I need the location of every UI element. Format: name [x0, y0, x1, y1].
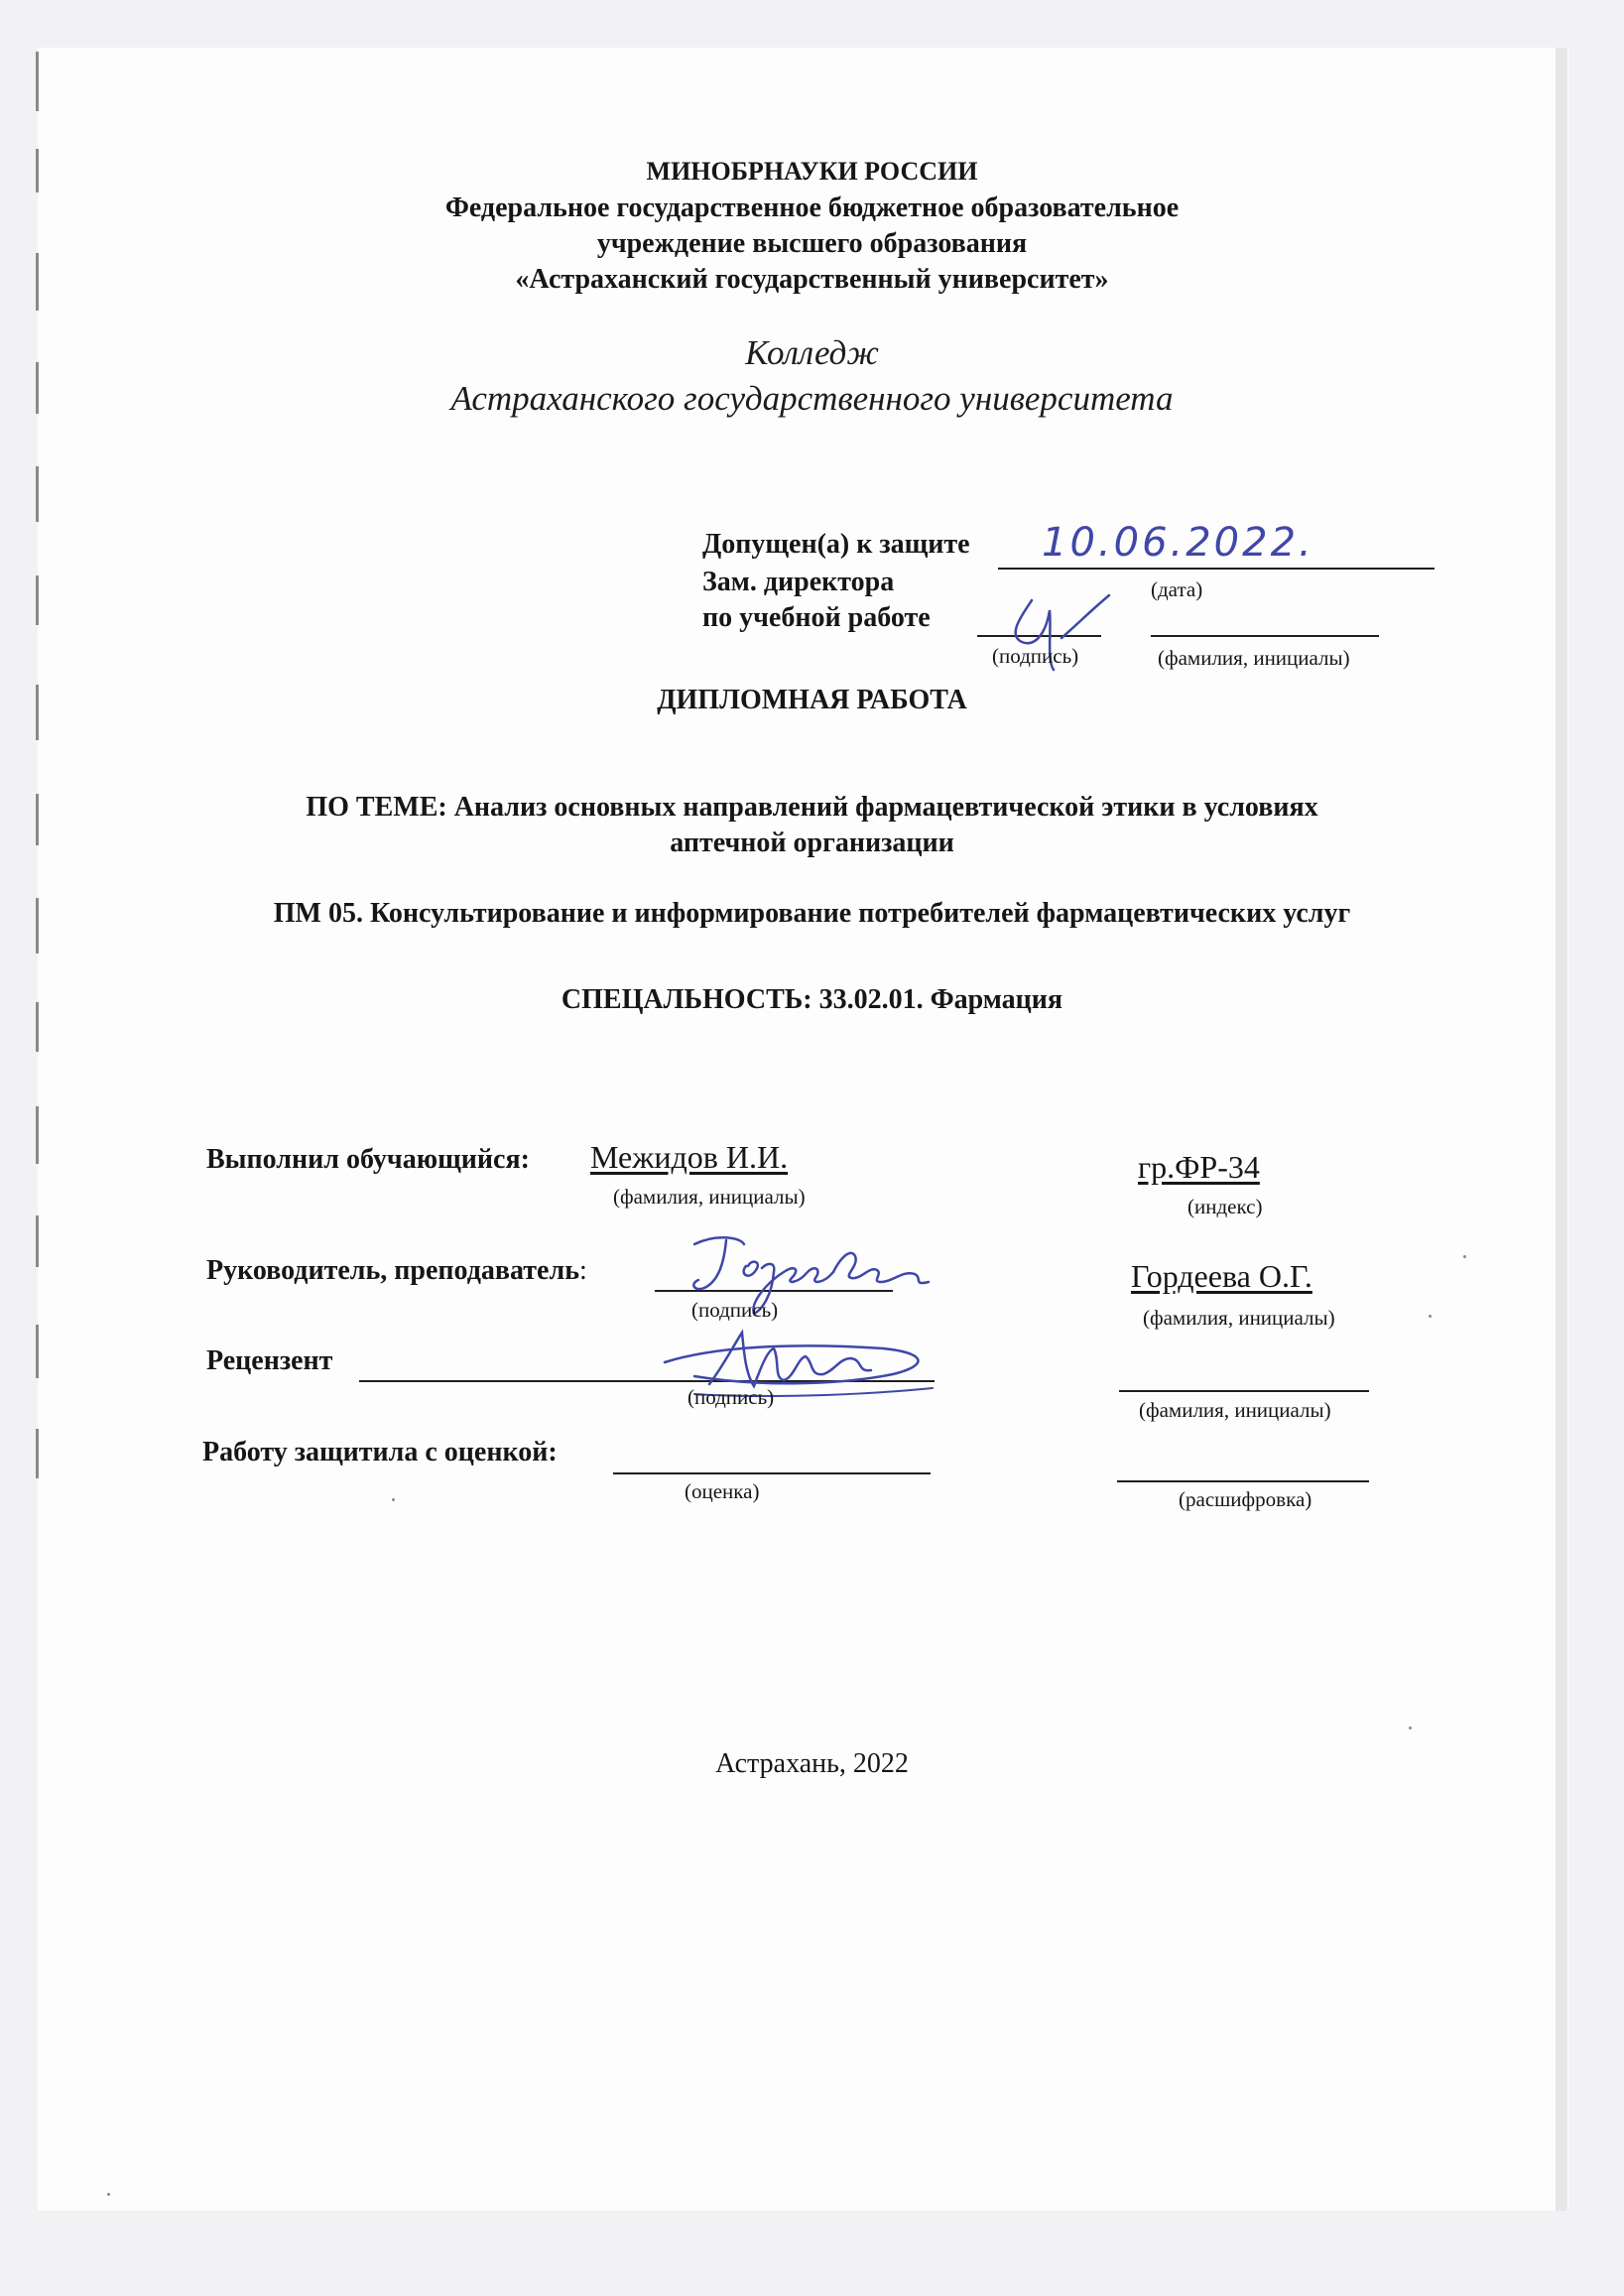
reviewer-name-line — [1119, 1390, 1369, 1392]
student-name: Межидов И.И. — [590, 1139, 789, 1175]
student-group-caption: (индекс) — [1187, 1195, 1263, 1218]
handwritten-date: 10.06.2022. — [1042, 520, 1314, 566]
specialty: СПЕЦАЛЬНОСТЬ: 33.02.01. Фармация — [561, 984, 1063, 1015]
grade-line — [613, 1472, 931, 1474]
binding-mark — [36, 575, 39, 625]
student-label: Выполнил обучающийся: — [206, 1144, 530, 1175]
institution-line-2: учреждение высшего образования — [596, 228, 1028, 259]
student-group: гр.ФР-34 — [1138, 1149, 1260, 1185]
grade-caption: (оценка) — [685, 1479, 760, 1503]
date-line — [998, 568, 1435, 570]
defense-label: Работу защитила с оценкой: — [202, 1437, 558, 1467]
binding-mark — [36, 52, 39, 111]
supervisor-label-row — [206, 1255, 587, 1287]
scan-speck — [1429, 1315, 1432, 1318]
college-line-1: Колледж — [745, 333, 879, 372]
deputy-line-1: Зам. директора — [702, 567, 895, 597]
module-title: ПМ 05. Консультирование и информирование потребителей фармацевтических услуг — [273, 898, 1351, 929]
reviewer-label: Рецензент — [206, 1345, 333, 1376]
binding-mark — [36, 1215, 39, 1267]
college-line-2: Астраханского государственного университета — [450, 379, 1174, 418]
reviewer-signature-caption: (подпись) — [687, 1385, 775, 1409]
deputy-signature-caption: (подпись) — [992, 644, 1079, 668]
binding-mark — [36, 1325, 39, 1378]
deputy-name-caption: (фамилия, инициалы) — [1158, 646, 1350, 670]
admission-label: Допущен(а) к защите — [702, 529, 970, 560]
supervisor-signature-caption: (подпись) — [691, 1298, 779, 1322]
binding-mark — [36, 466, 39, 522]
scan-speck — [392, 1498, 395, 1501]
supervisor-colon: : — [579, 1255, 587, 1286]
scan-speck — [1463, 1255, 1466, 1258]
institution-line-1: Федеральное государственное бюджетное образовательное — [444, 192, 1180, 223]
decoding-caption: (расшифровка) — [1179, 1487, 1312, 1511]
reviewer-name-caption: (фамилия, инициалы) — [1139, 1398, 1331, 1422]
supervisor-name-caption: (фамилия, инициалы) — [1143, 1306, 1335, 1330]
binding-mark — [36, 1429, 39, 1478]
deputy-name-line — [1151, 635, 1379, 637]
topic-line-1: ПО ТЕМЕ: Анализ основных направлений фармацевтической этики в условиях — [306, 792, 1318, 823]
supervisor-label: Руководитель, преподаватель — [206, 1255, 580, 1286]
decoding-line — [1117, 1480, 1369, 1482]
scan-speck — [1409, 1726, 1412, 1729]
work-type: ДИПЛОМНАЯ РАБОТА — [657, 685, 967, 715]
binding-mark — [36, 1106, 39, 1164]
student-name-caption: (фамилия, инициалы) — [613, 1185, 806, 1209]
ministry-title: МИНОБРНАУКИ РОССИИ — [646, 157, 978, 186]
topic-line-2: аптечной организации — [670, 828, 954, 858]
city-year: Астрахань, 2022 — [715, 1748, 909, 1779]
university-name: «Астраханский государственный университет» — [515, 264, 1109, 295]
deputy-line-2: по учебной работе — [702, 602, 931, 633]
reviewer-signature — [635, 1315, 952, 1404]
date-caption: (дата) — [1151, 577, 1203, 601]
supervisor-name: Гордеева О.Г. — [1131, 1258, 1312, 1294]
scan-speck — [107, 2193, 110, 2196]
